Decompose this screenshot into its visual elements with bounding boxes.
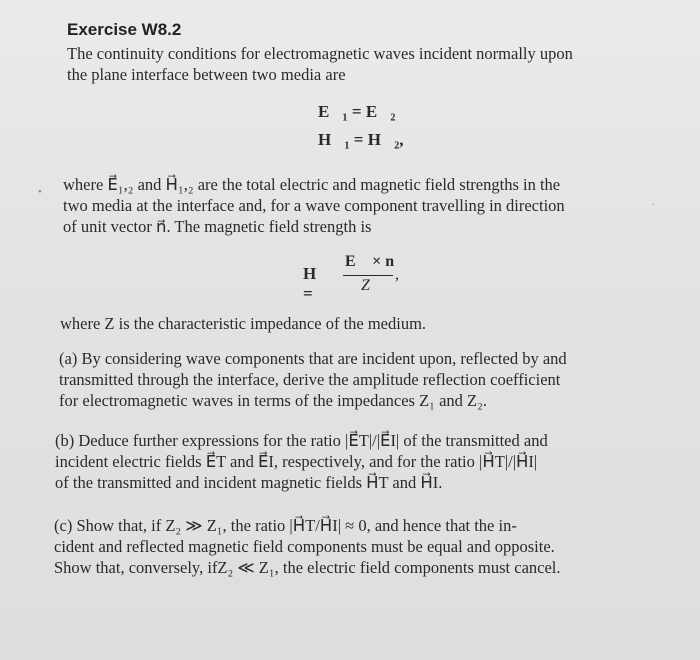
text-line: Show that, conversely, ifZ₂ ≪ Z₁, the electric field components must cancel. bbox=[54, 558, 561, 577]
text-line: the plane interface between two media are bbox=[67, 65, 346, 84]
equation-magnetic: H⃗₁ = H⃗₂, bbox=[318, 130, 404, 149]
text-line: two media at the interface and, for a wave component travelling in direction bbox=[63, 196, 565, 215]
text-line: transmitted through the interface, derive the amplitude reflection coefficient bbox=[59, 370, 561, 389]
part-a bbox=[59, 348, 644, 411]
formula-numerator: E⃗ × n⃗ bbox=[345, 253, 407, 270]
text-line: (c) Show that, if Z₂ ≫ Z₁, the ratio |H⃗T/H⃗I| ≈ 0, and hence that the in- bbox=[54, 516, 517, 535]
text-line: of unit vector n⃗. The magnetic field strength is bbox=[63, 217, 372, 236]
text-line: (b) Deduce further expressions for the ratio |E⃗T|/|E⃗I| of the transmitted and bbox=[55, 431, 548, 450]
smudge-mark: • bbox=[38, 186, 42, 198]
text-line: for electromagnetic waves in terms of the impedances Z₁ and Z₂. bbox=[59, 391, 487, 410]
fraction-bar bbox=[343, 275, 393, 276]
intro-paragraph bbox=[67, 43, 647, 85]
part-c bbox=[54, 515, 644, 578]
text-line: where Z is the characteristic impedance of the medium. bbox=[60, 314, 427, 333]
text-line: incident electric fields E⃗T and E⃗I, respectively, and for the ratio |H⃗T|/|H⃗I| bbox=[55, 452, 538, 471]
definition-paragraph bbox=[63, 174, 645, 237]
text-line: (a) By considering wave components that are incident upon, reflected by and bbox=[59, 349, 567, 368]
formula-comma: , bbox=[395, 266, 399, 283]
text-line: cident and reflected magnetic field components must be equal and opposite. bbox=[54, 537, 555, 556]
equation-electric: E⃗₁ = E⃗₂ bbox=[318, 102, 396, 121]
exercise-title: Exercise W8.2 bbox=[67, 20, 182, 39]
impedance-definition bbox=[60, 313, 650, 334]
formula-denominator: Z bbox=[361, 277, 370, 294]
part-b bbox=[55, 430, 645, 493]
text-line: where E⃗₁,₂ and H⃗₁,₂ are the total electric and magnetic field strengths in the bbox=[63, 175, 561, 194]
smudge-mark: . bbox=[652, 196, 655, 208]
text-line: of the transmitted and incident magnetic fields H⃗T and H⃗I. bbox=[55, 473, 443, 492]
formula-lhs: H⃗ = bbox=[303, 264, 330, 303]
text-line: The continuity conditions for electromagnetic waves incident normally upon bbox=[67, 44, 573, 63]
